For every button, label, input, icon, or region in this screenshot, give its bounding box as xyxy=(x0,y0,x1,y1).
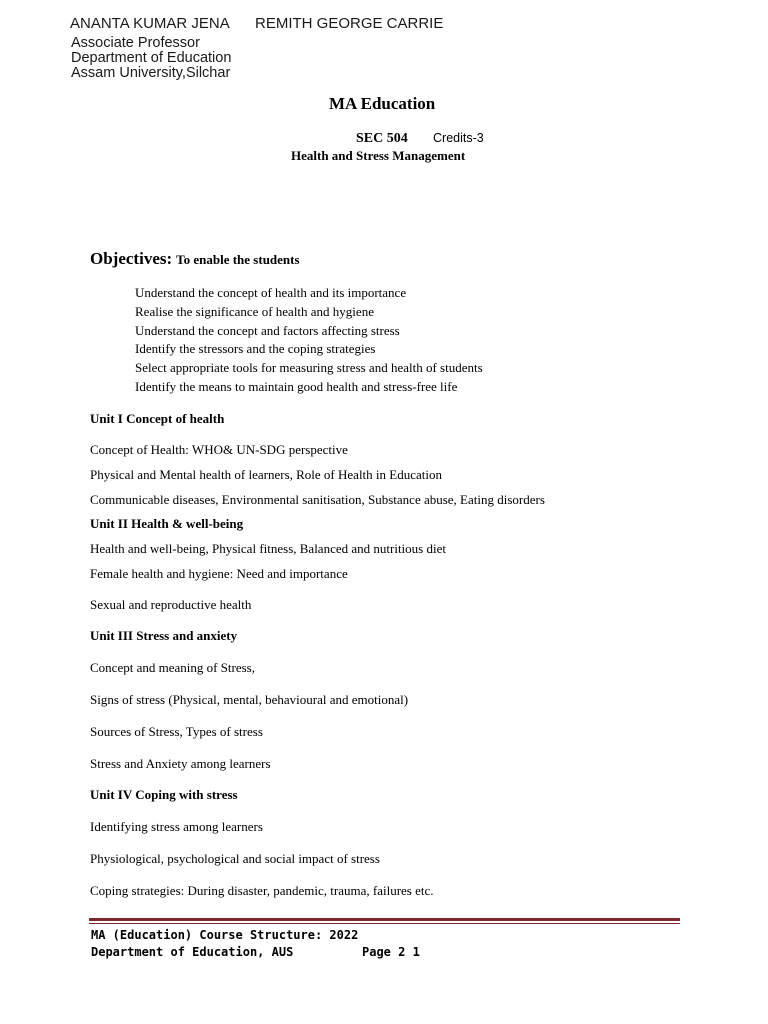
author-name-1: ANANTA KUMAR JENA xyxy=(70,15,230,32)
objective-item: Identify the means to maintain good health and stress-free life xyxy=(135,378,458,394)
course-credits: Credits-3 xyxy=(433,131,484,145)
unit-4-title: Unit IV Coping with stress xyxy=(90,787,238,802)
unit-3-item: Sources of Stress, Types of stress xyxy=(90,724,263,739)
unit-1-item: Concept of Health: WHO& UN-SDG perspective xyxy=(90,442,348,457)
unit-4-item: Physiological, psychological and social impact of stress xyxy=(90,851,380,866)
unit-4-item: Identifying stress among learners xyxy=(90,819,263,834)
objectives-list xyxy=(135,284,483,397)
affiliation-university: Assam University,Silchar xyxy=(71,65,231,81)
affiliation-department: Department of Education xyxy=(71,50,232,66)
objectives-subheading: To enable the students xyxy=(176,252,300,267)
footer-department: Department of Education, AUS xyxy=(91,945,294,959)
footer-course-structure: MA (Education) Course Structure: 2022 xyxy=(91,928,359,942)
objectives-heading: Objectives: xyxy=(90,249,173,268)
objective-item: Realise the significance of health and hygiene xyxy=(135,303,374,319)
objective-item: Understand the concept of health and its importance xyxy=(135,285,407,300)
objective-item: Understand the concept and factors affecting stress xyxy=(135,322,400,338)
unit-2-item: Female health and hygiene: Need and importance xyxy=(90,566,348,581)
unit-1-title: Unit I Concept of health xyxy=(90,411,225,426)
unit-1-item: Physical and Mental health of learners, Role of Health in Education xyxy=(90,467,442,482)
course-name: Health and Stress Management xyxy=(291,148,466,163)
unit-4-item: Coping strategies: During disaster, pandemic, trauma, failures etc. xyxy=(90,883,434,898)
unit-2-item: Health and well-being, Physical fitness, Balanced and nutritious diet xyxy=(90,541,446,556)
affiliation-title: Associate Professor xyxy=(71,35,200,51)
objective-item: Select appropriate tools for measuring stress and health of students xyxy=(135,360,483,376)
footer-page-number: Page 2 1 xyxy=(362,945,420,959)
unit-3-item: Signs of stress (Physical, mental, behavioural and emotional) xyxy=(90,692,409,707)
footer-rule-thick xyxy=(89,918,680,921)
footer-rule-thin xyxy=(89,923,680,924)
author-name-2: REMITH GEORGE CARRIE xyxy=(255,15,444,32)
unit-3-title: Unit III Stress and anxiety xyxy=(90,628,238,643)
unit-3-item: Stress and Anxiety among learners xyxy=(90,756,271,771)
unit-3-item: Concept and meaning of Stress, xyxy=(90,660,255,675)
unit-1-item: Communicable diseases, Environmental sanitisation, Substance abuse, Eating disorders xyxy=(90,492,545,507)
objective-item: Identify the stressors and the coping strategies xyxy=(135,341,376,357)
objectives-heading-line xyxy=(90,249,300,269)
unit-2-title: Unit II Health & well-being xyxy=(90,516,244,531)
program-title: MA Education xyxy=(329,94,436,113)
course-code: SEC 504 xyxy=(356,131,408,146)
unit-2-item: Sexual and reproductive health xyxy=(90,597,252,612)
